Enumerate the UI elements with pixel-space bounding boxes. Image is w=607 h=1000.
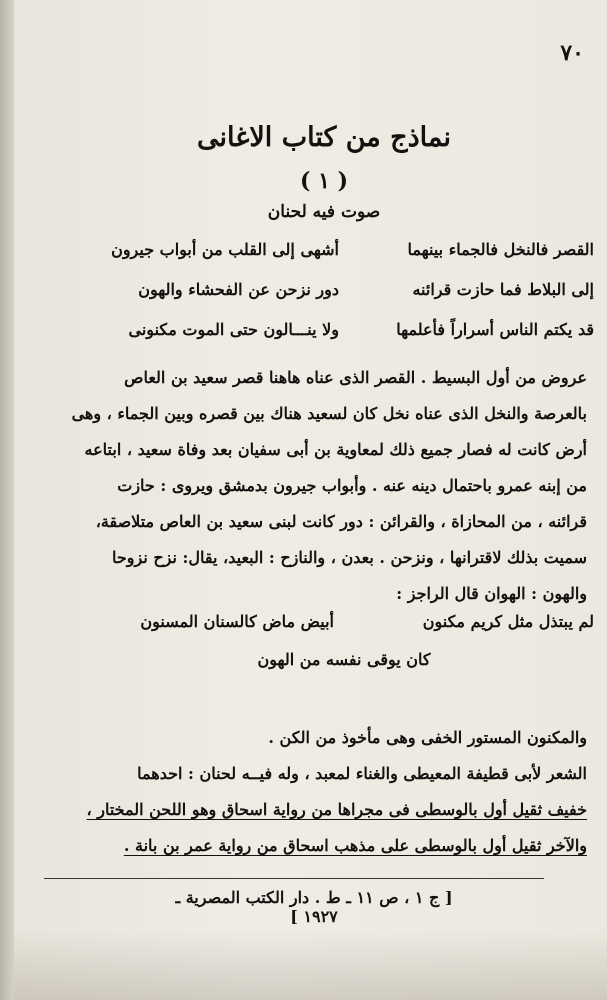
commentary-line: من إبنه عمرو باحتمال دينه عنه . وأبواب جيرون بدمشق ويروى : حازت [117, 476, 587, 495]
poem-verse [54, 280, 594, 314]
poem-verse [54, 240, 594, 274]
rajaz-hemistich-first: لم يبتذل مثل كريم مكنون [422, 612, 594, 631]
verse-hemistich-second: أشهى إلى القلب من أبواب جيرون [111, 240, 339, 259]
page-bottom-shadow [14, 930, 607, 1000]
book-page [14, 0, 607, 1000]
attribution-line: الشعر لأبى قطيفة المعيطى والغناء لمعبد ، وله فيــه لحنان : احدهما [137, 764, 587, 783]
verse-hemistich-second: ولا ينـــالون حتى الموت مكنونى [128, 320, 339, 339]
commentary-line: أرض كانت له فصار جميع ذلك لمعاوية بن أبى سفيان بعد وفاة سعيد ، ابتاعه [84, 440, 587, 459]
verse-hemistich-first: قد يكتم الناس أسراراً فأعلمها [396, 320, 594, 339]
verse-hemistich-second: دور نزحن عن الفحشاء والهون [138, 280, 339, 299]
melody-heading: صوت فيه لحنان [267, 202, 381, 222]
commentary-line: عروض من أول البسيط . القصر الذى عناه هاهنا قصر سعيد بن العاص [124, 368, 587, 387]
section-title: نماذج من كتاب الاغانى [197, 122, 451, 153]
commentary-line: والهون : الهوان قال الراجز : [396, 584, 587, 603]
source-citation: [ ج ١ ، ص ١١ ـ ط . دار الكتب المصرية ـ ١٩٢٧ ] [175, 888, 453, 926]
attribution-line: خفيف ثقيل أول بالوسطى فى مجراها من رواية اسحاق وهو اللحن المختار ، [86, 800, 587, 819]
rajaz-verse-second: كان يوقى نفسه من الهون [257, 650, 431, 669]
attribution-line: والآخر ثقيل أول بالوسطى على مذهب اسحاق من رواية عمر بن بانة . [123, 836, 587, 855]
commentary-line: قرائنه ، من المحازاة ، والقرائن : دور كانت لبنى سعيد بن العاص متلاصقة، [95, 512, 587, 531]
commentary-line: والمكنون المستور الخفى وهى مأخوذ من الكن . [268, 728, 587, 747]
rajaz-hemistich-second: أبيض ماض كالسنان المسنون [140, 612, 334, 631]
poem-verse [54, 320, 594, 354]
verse-hemistich-first: إلى البلاط فما حازت قرائنه [412, 280, 594, 299]
section-number: ( ١ ) [300, 168, 348, 194]
page-number: ٧٠ [560, 40, 584, 66]
divider [44, 878, 544, 879]
commentary-line: بالعرصة والنخل الذى عناه نخل كان لسعيد هناك بين قصره وبين الجماء ، وهى [71, 404, 587, 423]
commentary-line: سميت بذلك لاقترانها ، ونزحن . بعدن ، والنازح : البعيد، يقال: نزح نزوحا [112, 548, 587, 567]
verse-hemistich-first: القصر فالنخل فالجماء بينهما [407, 240, 594, 259]
